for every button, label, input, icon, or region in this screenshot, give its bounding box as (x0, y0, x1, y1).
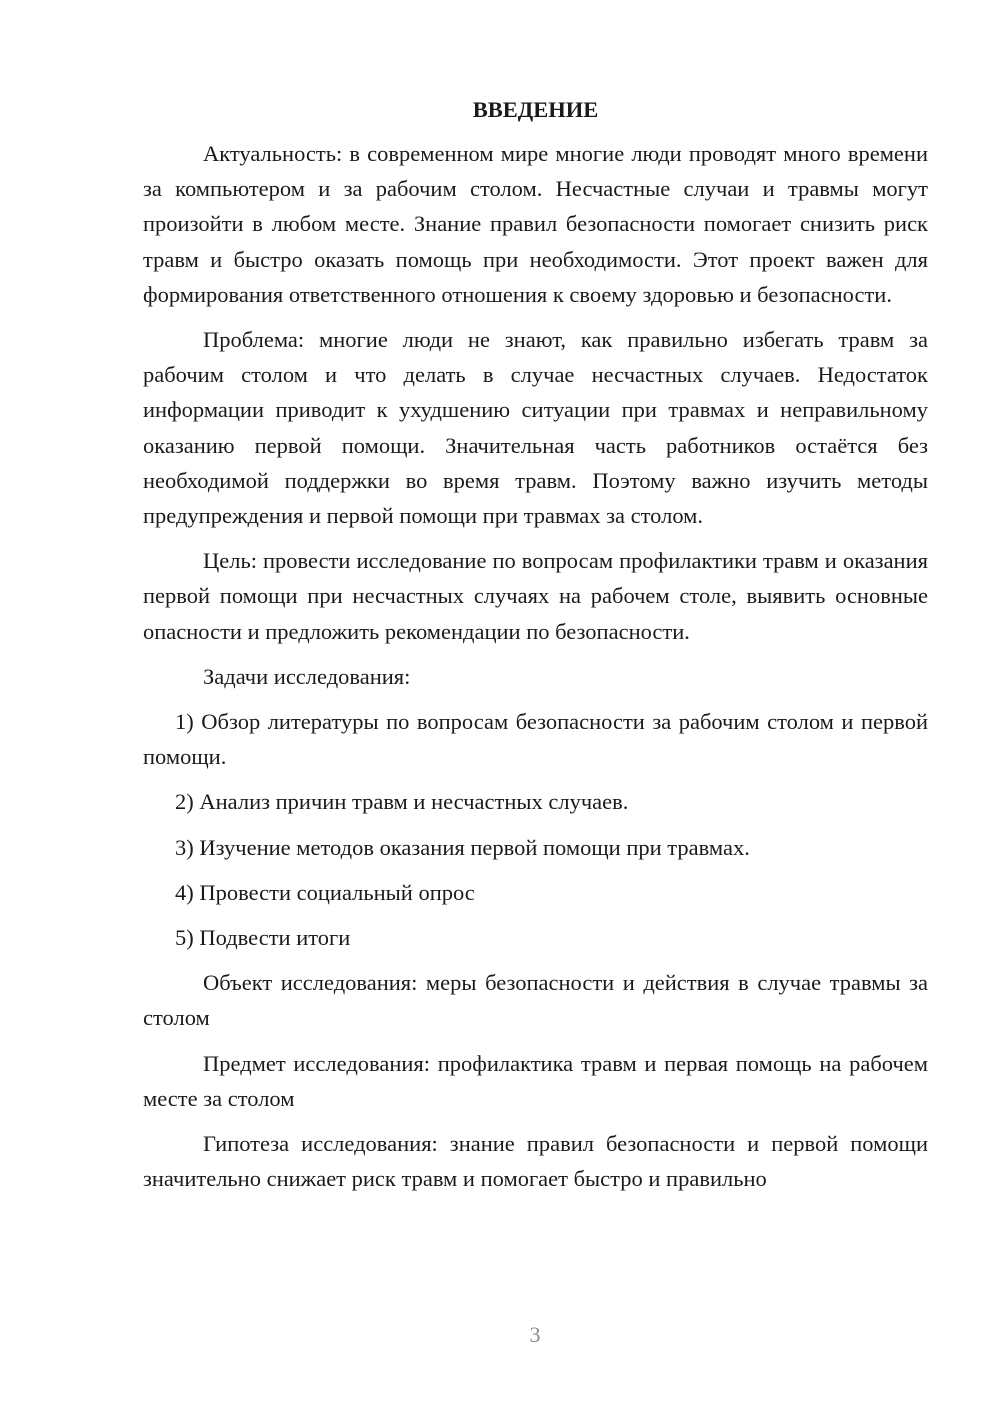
task-item-2: 2) Анализ причин травм и несчастных случаев. (175, 789, 629, 815)
paragraph-hypothesis: Гипотеза исследования: знание правил безопасности и первой помощи значительно снижает риск травм и помогает быстро и правильно (143, 1131, 928, 1192)
page-content (143, 92, 928, 1206)
paragraph-tasks-heading: Задачи исследования: (203, 663, 411, 689)
paragraph-subject: Предмет исследования: профилактика травм и первая помощь на рабочем месте за столом (143, 1050, 928, 1111)
task-item-1: 1) Обзор литературы по вопросам безопасности за рабочим столом и первой помощи. (143, 709, 928, 770)
paragraph-object: Объект исследования: меры безопасности и действия в случае травмы за столом (143, 970, 928, 1031)
section-title: ВВЕДЕНИЕ (472, 97, 599, 122)
page-number: 3 (529, 1322, 541, 1347)
paragraph-problem: Проблема: многие люди не знают, как правильно избегать травм за рабочим столом и что делать в случае несчастных случаев. Недостаток информации приводит к ухудшению ситуации при травмах и неправильному оказанию первой помощи. Значительная часть работников остаётся без необходимой поддержки во время травм. Поэтому важно изучить методы предупреждения и первой помощи при травмах за столом. (143, 327, 928, 529)
paragraph-relevance: Актуальность: в современном мире многие люди проводят много времени за компьютером и за рабочим столом. Несчастные случаи и травмы могут произойти в любом месте. Знание правил безопасности помогает снизить риск травм и быстро оказать помощь при необходимости. Этот проект важен для формирования ответственного отношения к своему здоровью и безопасности. (143, 141, 928, 307)
task-item-5: 5) Подвести итоги (175, 925, 351, 951)
task-item-3: 3) Изучение методов оказания первой помощи при травмах. (175, 834, 750, 860)
task-item-4: 4) Провести социальный опрос (175, 879, 475, 905)
paragraph-goal: Цель: провести исследование по вопросам профилактики травм и оказания первой помощи при несчастных случаях на рабочем столе, выявить основные опасности и предложить рекомендации по безопасности. (143, 548, 928, 644)
